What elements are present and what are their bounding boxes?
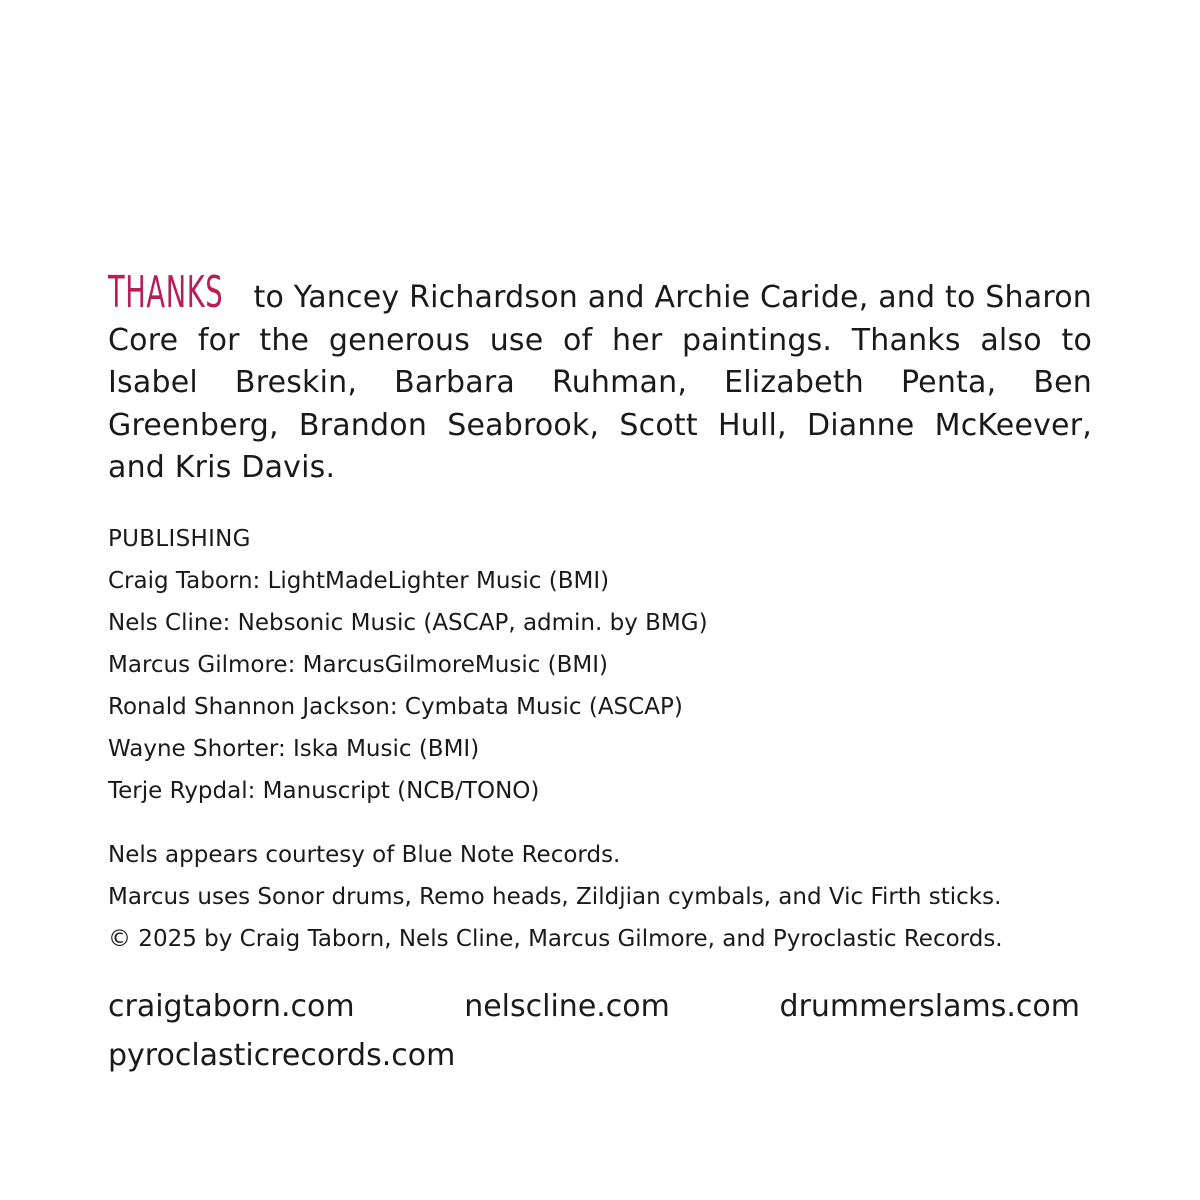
thanks-paragraph <box>108 267 1092 490</box>
publishing-item: Ronald Shannon Jackson: Cymbata Music (ASCAP) <box>108 694 683 720</box>
website-links <box>108 982 1080 1080</box>
thanks-heading: THANKS <box>108 267 224 318</box>
publishing-item: Nels Cline: Nebsonic Music (ASCAP, admin. by BMG) <box>108 610 708 636</box>
publishing-item: Craig Taborn: LightMadeLighter Music (BMI) <box>108 568 610 594</box>
publishing-heading: PUBLISHING <box>108 526 251 552</box>
credit-line: Marcus uses Sonor drums, Remo heads, Zildjian cymbals, and Vic Firth sticks. <box>108 884 1002 910</box>
link-craigtaborn[interactable]: craigtaborn.com <box>108 989 355 1024</box>
publishing-item: Wayne Shorter: Iska Music (BMI) <box>108 736 480 762</box>
publishing-item: Marcus Gilmore: MarcusGilmoreMusic (BMI) <box>108 652 609 678</box>
publishing-section <box>108 518 1108 812</box>
link-drummerslams[interactable]: drummerslams.com <box>779 989 1080 1024</box>
link-pyroclasticrecords[interactable]: pyroclasticrecords.com <box>108 1038 456 1073</box>
copyright-line: © 2025 by Craig Taborn, Nels Cline, Marcus Gilmore, and Pyroclastic Records. <box>108 926 1003 952</box>
credit-line: Nels appears courtesy of Blue Note Records. <box>108 842 621 868</box>
links-row <box>108 982 1080 1031</box>
link-nelscline[interactable]: nelscline.com <box>464 989 670 1024</box>
credits-section <box>108 834 1118 960</box>
publishing-item: Terje Rypdal: Manuscript (NCB/TONO) <box>108 778 540 804</box>
thanks-text: to Yancey Richardson and Archie Caride, and to Sharon Core for the generous use of her paintings. Thanks also to Isabel Breskin, Barbara Ruhman, Elizabeth Penta, Ben Greenberg, Brandon Seabrook, Scott Hull, Dianne McKeever, and Kris Davis. <box>108 280 1092 485</box>
